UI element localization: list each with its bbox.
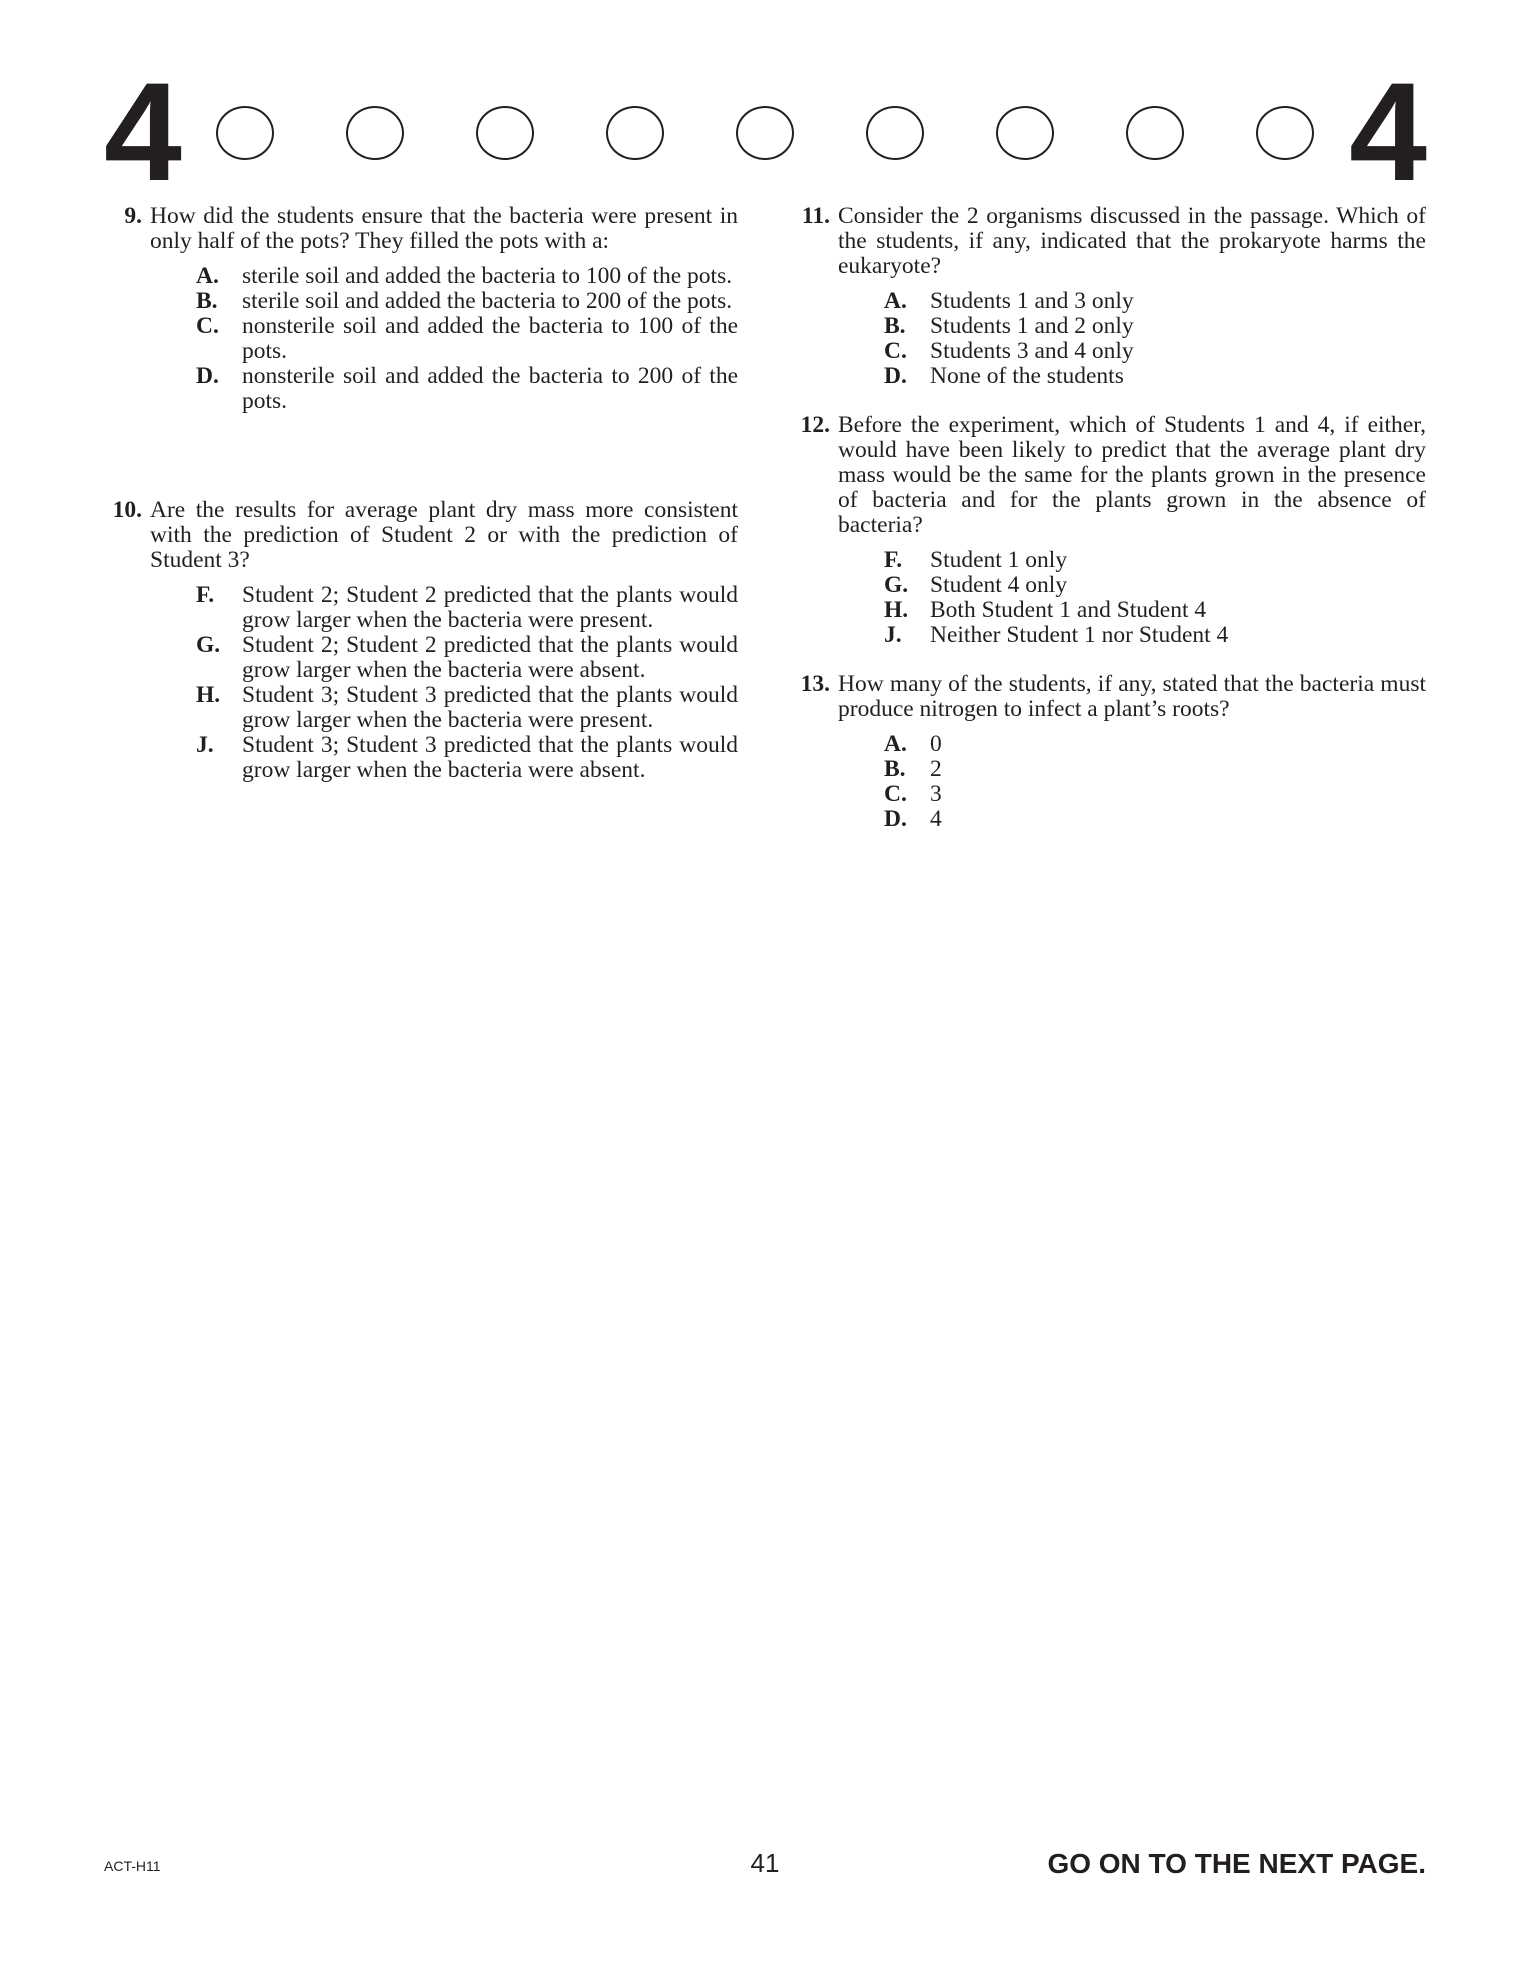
answer-option[interactable] bbox=[150, 583, 738, 633]
right-column bbox=[792, 204, 1426, 832]
form-code: ACT-H11 bbox=[104, 1858, 161, 1874]
option-letter: H. bbox=[884, 597, 909, 623]
option-letter: J. bbox=[196, 732, 214, 758]
option-text: 3 bbox=[930, 781, 942, 807]
header-circle bbox=[1256, 106, 1314, 160]
next-page-instruction: GO ON TO THE NEXT PAGE. bbox=[1047, 1848, 1426, 1879]
question-number: 11. bbox=[801, 203, 830, 229]
header-circle bbox=[346, 106, 404, 160]
option-text: 0 bbox=[930, 731, 942, 757]
section-header bbox=[100, 53, 1425, 210]
answer-option[interactable] bbox=[838, 364, 1426, 389]
option-letter: J. bbox=[884, 622, 902, 648]
question-text: How many of the students, if any, stated that the bacteria must produce nitrogen to infect a plant’s roots? bbox=[838, 671, 1426, 722]
answer-option[interactable] bbox=[150, 264, 738, 289]
answer-option[interactable] bbox=[838, 757, 1426, 782]
section-number-right: 4 bbox=[1349, 53, 1425, 210]
option-letter: H. bbox=[196, 682, 221, 708]
answer-option[interactable] bbox=[838, 623, 1426, 648]
header-circle bbox=[1126, 106, 1184, 160]
option-letter: B. bbox=[884, 313, 906, 339]
question-number: 10. bbox=[112, 497, 142, 523]
option-letter: C. bbox=[884, 781, 907, 807]
question-11 bbox=[792, 204, 1426, 389]
option-letter: G. bbox=[196, 632, 221, 658]
answer-option[interactable] bbox=[838, 339, 1426, 364]
question-text: Are the results for average plant dry mass more consistent with the prediction of Student 2 or with the prediction of Student 3? bbox=[150, 497, 738, 573]
question-text: How did the students ensure that the bacteria were present in only half of the pots? They filled the pots with a: bbox=[150, 203, 738, 254]
answer-options bbox=[150, 583, 738, 783]
answer-options bbox=[838, 289, 1426, 389]
option-letter: G. bbox=[884, 572, 909, 598]
question-number: 12. bbox=[800, 412, 830, 438]
header-circle bbox=[606, 106, 664, 160]
page-number: 41 bbox=[750, 1848, 780, 1878]
answer-option[interactable] bbox=[150, 683, 738, 733]
option-text: Students 3 and 4 only bbox=[930, 338, 1134, 364]
header-circle bbox=[476, 106, 534, 160]
answer-options bbox=[838, 732, 1426, 832]
option-letter: D. bbox=[196, 363, 219, 389]
answer-option[interactable] bbox=[838, 314, 1426, 339]
answer-option[interactable] bbox=[838, 807, 1426, 832]
option-letter: A. bbox=[884, 288, 907, 314]
question-text: Before the experiment, which of Students 1 and 4, if either, would have been likely to predict that the average plant dry mass would be the same for the plants grown in the presence of bacteria and for the plants grown in the absence of bacteria? bbox=[838, 412, 1426, 538]
option-letter: B. bbox=[884, 756, 906, 782]
option-text: Both Student 1 and Student 4 bbox=[930, 597, 1207, 623]
option-letter: F. bbox=[884, 547, 903, 573]
section-number-left: 4 bbox=[104, 53, 180, 210]
answer-option[interactable] bbox=[150, 289, 738, 314]
option-text: sterile soil and added the bacteria to 200 of the pots. bbox=[242, 288, 733, 314]
answer-option[interactable] bbox=[150, 633, 738, 683]
question-13 bbox=[792, 672, 1426, 832]
option-letter: C. bbox=[884, 338, 907, 364]
option-text: None of the students bbox=[930, 363, 1124, 389]
option-letter: D. bbox=[884, 363, 907, 389]
option-text: Students 1 and 2 only bbox=[930, 313, 1134, 339]
option-letter: C. bbox=[196, 313, 219, 339]
answer-option[interactable] bbox=[838, 598, 1426, 623]
question-9 bbox=[104, 204, 738, 414]
answer-option[interactable] bbox=[838, 289, 1426, 314]
header-circle bbox=[866, 106, 924, 160]
answer-options bbox=[838, 548, 1426, 648]
answer-option[interactable] bbox=[838, 782, 1426, 807]
option-text: Students 1 and 3 only bbox=[930, 288, 1134, 314]
option-text: 4 bbox=[930, 806, 942, 832]
answer-option[interactable] bbox=[838, 732, 1426, 757]
option-text: Student 3; Student 3 predicted that the plants would grow larger when the bacteria were present. bbox=[242, 682, 738, 733]
option-text: Student 4 only bbox=[930, 572, 1068, 598]
header-circle bbox=[216, 106, 274, 160]
left-column bbox=[104, 204, 738, 783]
answer-option[interactable] bbox=[838, 573, 1426, 598]
answer-options bbox=[150, 264, 738, 414]
option-letter: A. bbox=[884, 731, 907, 757]
answer-option[interactable] bbox=[838, 548, 1426, 573]
option-text: nonsterile soil and added the bacteria to 100 of the pots. bbox=[242, 313, 738, 364]
header-circle bbox=[996, 106, 1054, 160]
header-circle bbox=[736, 106, 794, 160]
option-letter: B. bbox=[196, 288, 218, 314]
answer-option[interactable] bbox=[150, 314, 738, 364]
option-text: Student 1 only bbox=[930, 547, 1068, 573]
question-text: Consider the 2 organisms discussed in the passage. Which of the students, if any, indicated that the prokaryote harms the eukaryote? bbox=[838, 203, 1426, 279]
option-text: 2 bbox=[930, 756, 942, 782]
option-letter: F. bbox=[196, 582, 215, 608]
option-text: Student 2; Student 2 predicted that the plants would grow larger when the bacteria were absent. bbox=[242, 632, 738, 683]
question-10 bbox=[104, 498, 738, 783]
option-text: Neither Student 1 nor Student 4 bbox=[930, 622, 1229, 648]
option-letter: A. bbox=[196, 263, 219, 289]
question-12 bbox=[792, 413, 1426, 648]
answer-option[interactable] bbox=[150, 733, 738, 783]
question-number: 9. bbox=[124, 203, 142, 229]
option-text: nonsterile soil and added the bacteria to 200 of the pots. bbox=[242, 363, 738, 414]
option-letter: D. bbox=[884, 806, 907, 832]
option-text: sterile soil and added the bacteria to 100 of the pots. bbox=[242, 263, 733, 289]
option-text: Student 3; Student 3 predicted that the plants would grow larger when the bacteria were absent. bbox=[242, 732, 738, 783]
answer-option[interactable] bbox=[150, 364, 738, 414]
question-number: 13. bbox=[800, 671, 830, 697]
option-text: Student 2; Student 2 predicted that the plants would grow larger when the bacteria were present. bbox=[242, 582, 738, 633]
